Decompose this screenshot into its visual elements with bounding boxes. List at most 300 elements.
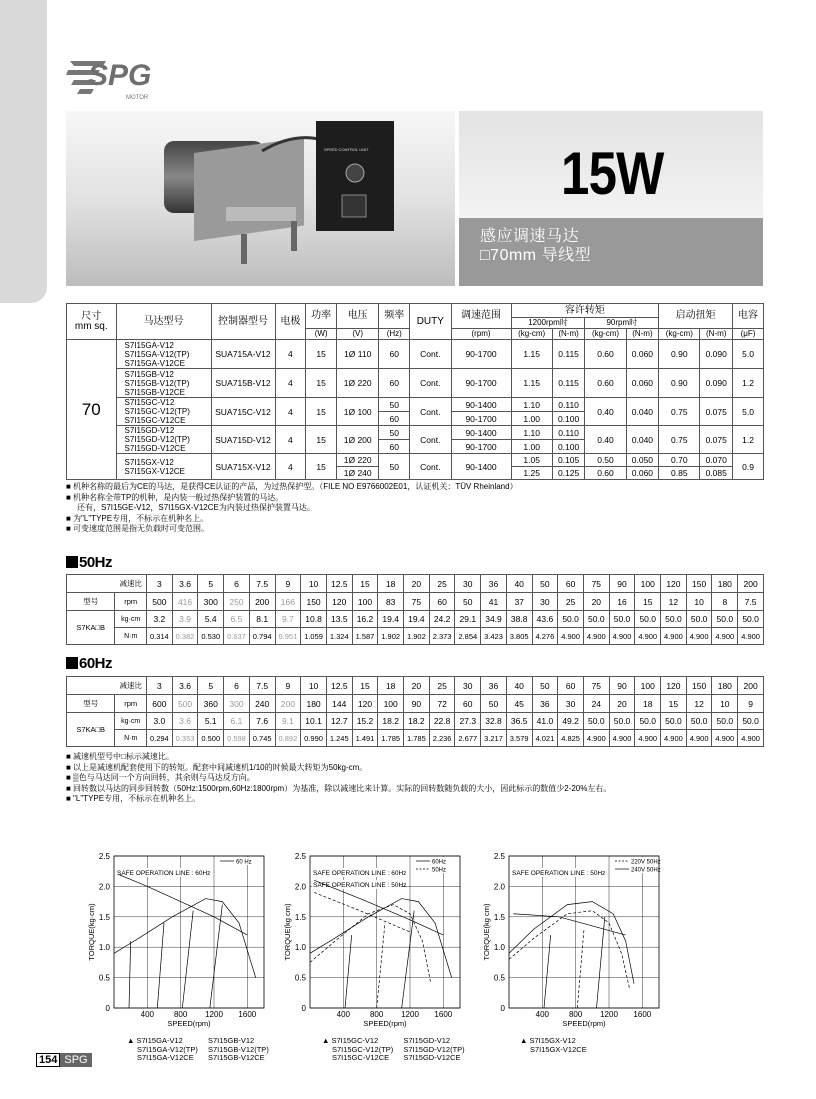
kgcm-cell: 22.8 — [429, 713, 455, 730]
x-tick-label: 400 — [535, 1010, 550, 1019]
kgcm-cell: 6.1 — [224, 713, 250, 730]
ratio-cell: 10 — [301, 677, 327, 695]
kgcm-cell: 19.4 — [404, 611, 430, 628]
ratio-cell: 40 — [506, 677, 532, 695]
nm-cell: 1.902 — [404, 628, 430, 645]
ratio-cell: 180 — [712, 575, 738, 593]
table-row: S7I15GB-V12 S7I15GB-V12(TP) S7I15GB-V12CE SUA715B-V12 4 15 1Ø 220 60 Cont. 90-1700 1.15 0.115 0.60 0.060 0.90 0.090 1.2 — [67, 369, 764, 398]
kgcm-cell: 50.0 — [686, 611, 712, 628]
rpm-cell: 15 — [635, 593, 661, 611]
nm-cell: 4.900 — [583, 628, 609, 645]
y-tick-label: 0 — [500, 1004, 505, 1013]
ratio-cell: 60 — [558, 575, 584, 593]
kgcm-cell: 19.4 — [378, 611, 404, 628]
y-tick-label: 2.0 — [493, 882, 505, 892]
ratio-cell: 120 — [661, 575, 687, 593]
rpm-cell: 10 — [686, 593, 712, 611]
nm-cell: 0.951 — [275, 628, 301, 645]
x-tick-label: 1200 — [205, 1010, 223, 1019]
kgcm-cell: 50.0 — [635, 713, 661, 730]
rpm-cell: 20 — [583, 593, 609, 611]
kgcm-cell: 10.8 — [301, 611, 327, 628]
x-tick-label: 800 — [173, 1010, 188, 1019]
nm-cell: 1.059 — [301, 628, 327, 645]
ratio-cell: 150 — [686, 677, 712, 695]
kgcm-cell: 50.0 — [686, 713, 712, 730]
legend-label: 220V 50Hz — [631, 859, 661, 866]
nm-cell: 0.530 — [198, 628, 224, 645]
ratio-header: 减速比 — [67, 575, 147, 593]
rpm-cell: 150 — [301, 593, 327, 611]
kgcm-cell: 43.6 — [532, 611, 558, 628]
ratio-cell: 36 — [481, 575, 507, 593]
kgcm-cell: 24.2 — [429, 611, 455, 628]
col-power: 功率 — [306, 304, 337, 329]
rpm-cell: 360 — [198, 695, 224, 713]
load-curve — [377, 923, 385, 1008]
kgcm-cell: 50.0 — [609, 713, 635, 730]
ratio-cell: 50 — [532, 677, 558, 695]
nm-cell: 4.900 — [635, 628, 661, 645]
rpm-cell: 200 — [249, 593, 275, 611]
rpm-cell: 30 — [558, 695, 584, 713]
rpm-cell: 90 — [404, 695, 430, 713]
torque-curve-240v — [509, 902, 634, 984]
kgcm-cell: 8.1 — [249, 611, 275, 628]
nm-cell: 3.217 — [481, 730, 507, 747]
table-row: 60 90-1700 1.00 0.100 — [67, 412, 764, 426]
gear-table-60hz: 减速比 3 3.6 5 6 7.5 9 10 12.5 15 18 20 25 30 36 40 50 60 75 90 100 120 150 180 200 型号 rpm 600 500 360 300 240 200 180 144 120 100 90 72 60 50 45 36 30 24 20 18 15 12 10 9 S7KA□B kg·cm 3.0 3.6 5.1 6.1 7.6 9.1 10.1 12.7 15.2 18.2 18.2 22.8 27.3 32.8 36.5 41.0 49.2 50.0 50.0 50.0 50.0 50.0 50.0 50.0 N·m 0.294 0.353 0.500 0.598 0.745 0.892 0.990 1.245 1.491 1.785 1.785 2.236 2.677 3.217 3.579 4.021 4.825 4.900 4.900 4.900 4.900 4.900 4.900 4.900 — [66, 676, 764, 747]
rpm-cell: 50 — [481, 695, 507, 713]
rpm-cell: 30 — [532, 593, 558, 611]
y-tick-label: 2.0 — [98, 882, 110, 892]
safe-line-50hz — [314, 892, 410, 932]
nm-cell: 0.294 — [147, 730, 173, 747]
torque-curve — [114, 899, 256, 978]
safe-operation-label: SAFE OPERATION LINE : 60Hz — [313, 870, 407, 877]
col-1200: 1200rpm时 — [511, 318, 585, 329]
col-start: 启动扭矩 — [659, 304, 733, 329]
nm-cell: 2.677 — [455, 730, 481, 747]
x-tick-label: 1600 — [238, 1010, 257, 1019]
spec-table: 尺寸 mm sq. 马达型号 控制器型号 电极 功率 电压 频率 DUTY 调速范围 容许转矩 启动扭矩 电容 1200rpm时 90rpm时 (W) (V) (Hz) (rpm) (kg-cm) (N-m) (kg-cm) (N-m) (kg-cm) (N-m) (μF) 70 S7I15GA-V12 S7I15GA-V12(TP) S7I15GA-V12CE SUA715A-V12 4 15 1Ø 110 60 Cont. 90-1700 1.15 0.115 0.60 0.060 0.90 0.090 5.0 S7I15GB-V12 S7I15GB-V12(TP) S7I15GB-V12CE SUA715B-V12 4 15 1Ø 220 60 Cont. 90-1700 1.15 0.115 0.60 0.060 0.90 0.090 1.2 S7I15GC-V12 S7I15GC-V12(TP) S7I15GC-V12CE SUA715C-V12 4 15 1Ø 100 50 Cont. 90-1400 1.10 0.110 0.40 0.040 0.75 0.075 5.0 60 90-1700 1.00 0.100 S7I15GD-V12 S7I15GD-V12(TP) S7I15GD-V12CE SUA715D-V12 4 15 1Ø 200 50 Cont. 90-1400 1.10 0.110 0.40 0.040 0.75 0.075 1.2 60 90-1700 1.00 0.100 S7I15GX-V12 S7I15GX-V12CE SUA715X-V12 4 15 1Ø 220 50 Cont. 90-1400 1.05 0.105 0.50 0.050 0.70 0.070 0.9 1Ø 240 1.25 0.125 0.60 0.060 0.85 0.085 — [66, 303, 764, 480]
y-tick-label: 1.0 — [493, 943, 505, 953]
gear-table-50hz: 减速比 3 3.6 5 6 7.5 9 10 12.5 15 18 20 25 30 36 40 50 60 75 90 100 120 150 180 200 型号 rpm 500 416 300 250 200 166 150 120 100 83 75 60 50 41 37 30 25 20 16 15 12 10 8 7.5 S7KA□B kg·cm 3.2 3.9 5.4 6.5 8.1 9.7 10.8 13.5 16.2 19.4 19.4 24.2 29.1 34.9 38.8 43.6 50.0 50.0 50.0 50.0 50.0 50.0 50.0 50.0 N·m 0.314 0.382 0.530 0.637 0.794 0.951 1.059 1.324 1.587 1.902 1.902 2.373 2.854 3.423 3.805 4.276 4.900 4.900 4.900 4.900 4.900 4.900 4.900 4.900 — [66, 574, 764, 645]
y-axis-label: TORQUE(kg cm) — [283, 903, 292, 961]
nm-cell: 1.324 — [326, 628, 352, 645]
ratio-cell: 30 — [455, 677, 481, 695]
kgcm-cell: 6.5 — [224, 611, 250, 628]
nm-cell: 1.587 — [352, 628, 378, 645]
rpm-cell: 16 — [609, 593, 635, 611]
chart1-models: ▲ S7I15GA-V12 S7I15GA-V12(TP) S7I15GA-V12CE S7I15GB-V12 S7I15GB-V12(TP) S7I15GB-V12CE — [127, 1036, 269, 1062]
ratio-cell: 3 — [147, 575, 173, 593]
nm-cell: 1.902 — [378, 628, 404, 645]
y-tick-label: 1.0 — [294, 943, 306, 953]
heading-60hz: 60Hz — [66, 655, 112, 672]
kgcm-cell: 36.5 — [506, 713, 532, 730]
kgcm-cell: 50.0 — [609, 611, 635, 628]
nm-cell: 0.598 — [224, 730, 250, 747]
y-tick-label: 0.5 — [294, 973, 306, 983]
page-number: 154 SPG — [36, 1053, 92, 1067]
kgcm-cell: 50.0 — [738, 611, 764, 628]
x-tick-label: 400 — [336, 1010, 351, 1019]
ratio-cell: 18 — [378, 677, 404, 695]
y-tick-label: 2.5 — [493, 852, 505, 861]
ratio-cell: 75 — [583, 575, 609, 593]
ratio-cell: 150 — [686, 575, 712, 593]
kgcm-cell: 29.1 — [455, 611, 481, 628]
kgcm-cell: 10.1 — [301, 713, 327, 730]
rpm-cell: 180 — [301, 695, 327, 713]
ratio-cell: 36 — [481, 677, 507, 695]
rpm-cell: 10 — [712, 695, 738, 713]
nm-cell: 4.900 — [558, 628, 584, 645]
load-curve — [157, 923, 164, 1008]
size-value: 70 — [67, 340, 117, 480]
rpm-cell: 120 — [352, 695, 378, 713]
rpm-cell: 24 — [583, 695, 609, 713]
ratio-cell: 20 — [404, 575, 430, 593]
nm-cell: 4.900 — [738, 628, 764, 645]
nm-cell: 4.900 — [712, 628, 738, 645]
nm-cell: 4.900 — [609, 628, 635, 645]
notes-gear: ■ 减速机型号中□标示减速比。 ■ 以上是减速机配套使用下的转矩。配套中间减速机1/10的时候最大转矩为50kg-cm。 ■ ▒色与马达同一个方向回转，其余则与马达反方向。 ■ 回转数以马达的同步回转数（50Hz:1500rpm,60Hz:1800rpm）为基准，除以减速比来计算。实际的回转数随负载的大小，因此标示的数值少2-20%左右。 ■ "L"TYPE专用，不标示在机种名上。 — [66, 752, 612, 803]
kgcm-cell: 16.2 — [352, 611, 378, 628]
rpm-cell: 12 — [686, 695, 712, 713]
kgcm-cell: 50.0 — [661, 713, 687, 730]
rpm-cell: 144 — [326, 695, 352, 713]
load-curve — [577, 929, 584, 1008]
table-row: S7I15GX-V12 S7I15GX-V12CE SUA715X-V12 4 15 1Ø 220 50 Cont. 90-1400 1.05 0.105 0.50 0.050 0.70 0.070 0.9 — [67, 454, 764, 467]
kgcm-cell: 49.2 — [558, 713, 584, 730]
ratio-cell: 25 — [429, 677, 455, 695]
nm-cell: 2.373 — [429, 628, 455, 645]
logo-subtext: MOTOR — [126, 95, 149, 101]
kgcm-cell: 50.0 — [661, 611, 687, 628]
nm-cell: 3.579 — [506, 730, 532, 747]
rpm-cell: 166 — [275, 593, 301, 611]
nm-cell: 1.245 — [326, 730, 352, 747]
ratio-cell: 7.5 — [249, 575, 275, 593]
chart2-models: ▲ S7I15GC-V12 S7I15GC-V12(TP) S7I15GC-V12CE S7I15GD-V12 S7I15GD-V12(TP) S7I15GD-V12CE — [322, 1036, 465, 1062]
y-tick-label: 1.5 — [294, 912, 306, 922]
load-curve — [402, 911, 415, 1008]
legend-label: 240V 50Hz — [631, 867, 661, 874]
nm-cell: 1.785 — [378, 730, 404, 747]
legend-label: 60Hz — [432, 859, 447, 866]
load-curve — [182, 911, 193, 1008]
kgcm-cell: 50.0 — [738, 713, 764, 730]
heading-50hz: 50Hz — [66, 554, 112, 571]
rpm-cell: 100 — [352, 593, 378, 611]
y-tick-label: 0.5 — [493, 973, 505, 983]
kgcm-cell: 41.0 — [532, 713, 558, 730]
nm-cell: 0.314 — [147, 628, 173, 645]
ratio-cell: 9 — [275, 575, 301, 593]
legend-label: 50Hz — [432, 867, 447, 874]
nm-cell: 0.500 — [198, 730, 224, 747]
rpm-cell: 41 — [481, 593, 507, 611]
rpm-cell: 416 — [172, 593, 198, 611]
kgcm-cell: 32.8 — [481, 713, 507, 730]
kgcm-cell: 50.0 — [712, 713, 738, 730]
torque-chart-1 — [82, 848, 272, 1033]
ratio-cell: 20 — [404, 677, 430, 695]
ratio-cell: 3 — [147, 677, 173, 695]
rpm-cell: 36 — [532, 695, 558, 713]
rpm-cell: 20 — [609, 695, 635, 713]
load-curve — [544, 935, 551, 1008]
rpm-cell: 8 — [712, 593, 738, 611]
ratio-cell: 180 — [712, 677, 738, 695]
x-tick-label: 1600 — [434, 1010, 453, 1019]
rpm-cell: 200 — [275, 695, 301, 713]
kgcm-cell: 3.9 — [172, 611, 198, 628]
x-axis-label: SPEED(rpm) — [167, 1019, 211, 1028]
rpm-cell: 18 — [635, 695, 661, 713]
model-header: 型号 — [67, 695, 115, 713]
kgcm-cell: 9.7 — [275, 611, 301, 628]
col-allow: 容许转矩 — [511, 304, 659, 318]
col-poles: 电极 — [275, 304, 306, 340]
rpm-cell: 25 — [558, 593, 584, 611]
table-row: 1Ø 240 1.25 0.125 0.60 0.060 0.85 0.085 — [67, 467, 764, 480]
model-header: 型号 — [67, 593, 115, 611]
y-tick-label: 0.5 — [98, 973, 110, 983]
ratio-cell: 100 — [635, 575, 661, 593]
rpm-cell: 15 — [661, 695, 687, 713]
x-axis-label: SPEED(rpm) — [562, 1019, 606, 1028]
nm-cell: 4.900 — [712, 730, 738, 747]
y-tick-label: 2.0 — [294, 882, 306, 892]
x-tick-label: 1200 — [600, 1010, 618, 1019]
rpm-cell: 72 — [429, 695, 455, 713]
y-tick-label: 1.5 — [98, 912, 110, 922]
kgcm-cell: 15.2 — [352, 713, 378, 730]
kgcm-cell: 50.0 — [712, 611, 738, 628]
nm-cell: 0.637 — [224, 628, 250, 645]
y-tick-label: 1.5 — [493, 912, 505, 922]
table-row: S7I15GC-V12 S7I15GC-V12(TP) S7I15GC-V12CE SUA715C-V12 4 15 1Ø 100 50 Cont. 90-1400 1.10 0.110 0.40 0.040 0.75 0.075 5.0 — [67, 398, 764, 412]
ratio-cell: 25 — [429, 575, 455, 593]
kgcm-cell: 50.0 — [583, 713, 609, 730]
rpm-cell: 83 — [378, 593, 404, 611]
rpm-cell: 250 — [224, 593, 250, 611]
kgcm-cell: 18.2 — [378, 713, 404, 730]
table-row: 70 S7I15GA-V12 S7I15GA-V12(TP) S7I15GA-V12CE SUA715A-V12 4 15 1Ø 110 60 Cont. 90-1700 1.15 0.115 0.60 0.060 0.90 0.090 5.0 — [67, 340, 764, 369]
kgcm-cell: 3.2 — [147, 611, 173, 628]
ratio-cell: 60 — [558, 677, 584, 695]
col-range: 调速范围 — [451, 304, 511, 329]
ratio-cell: 5 — [198, 677, 224, 695]
y-tick-label: 0 — [105, 1004, 110, 1013]
product-photo — [66, 111, 455, 286]
torque-chart-2 — [278, 848, 468, 1033]
nm-cell: 0.794 — [249, 628, 275, 645]
col-size: 尺寸 mm sq. — [67, 304, 117, 340]
nm-cell: 4.825 — [558, 730, 584, 747]
x-axis-label: SPEED(rpm) — [363, 1019, 407, 1028]
side-tab — [0, 0, 47, 303]
subtitle-line1: 感应调速马达 — [480, 228, 580, 245]
ratio-cell: 7.5 — [249, 677, 275, 695]
kgcm-cell: 27.3 — [455, 713, 481, 730]
ratio-cell: 200 — [738, 575, 764, 593]
x-tick-label: 1600 — [633, 1010, 652, 1019]
kgcm-cell: 50.0 — [583, 611, 609, 628]
ratio-cell: 5 — [198, 575, 224, 593]
notes-motor: ■ 机种名称的最后为CE的马达，是获得CE认证的产品，为过热保护型。（FILE NO E9766002E01，认证机关：TÜV Rheinland） ■ 机种名称全带TP的机种，是内装一般过热保护装置的马达。 还有，S7I15GE-V12，S7I15GX-V12CE为内装过热保护装置马达。 ■ 为"L"TYPE专用，不标示在机种名上。 ■ 可变速度范围是指无负载时可变范围。 — [66, 482, 518, 533]
legend-label: 60 Hz — [236, 859, 252, 866]
chart3-models: ▲ S7I15GX-V12 S7I15GX-V12CE — [520, 1036, 587, 1054]
ratio-cell: 120 — [661, 677, 687, 695]
subtitle-line2: □70mm 导线型 — [480, 247, 592, 264]
rpm-cell: 37 — [506, 593, 532, 611]
kgcm-cell: 38.8 — [506, 611, 532, 628]
y-tick-label: 2.5 — [98, 852, 110, 861]
ratio-cell: 40 — [506, 575, 532, 593]
kgcm-cell: 5.1 — [198, 713, 224, 730]
rpm-cell: 60 — [455, 695, 481, 713]
nm-cell: 1.491 — [352, 730, 378, 747]
power-title: 15W — [560, 140, 663, 207]
x-tick-label: 800 — [568, 1010, 583, 1019]
ratio-header: 减速比 — [67, 677, 147, 695]
ratio-cell: 15 — [352, 677, 378, 695]
nm-cell: 4.900 — [609, 730, 635, 747]
nm-cell: 0.382 — [172, 628, 198, 645]
torque-curve-220v — [509, 911, 630, 990]
rpm-cell: 240 — [249, 695, 275, 713]
rpm-cell: 45 — [506, 695, 532, 713]
nm-cell: 1.785 — [404, 730, 430, 747]
subtitle-box — [459, 218, 763, 286]
gear-model: S7KA□B — [67, 611, 115, 645]
kgcm-cell: 5.4 — [198, 611, 224, 628]
ratio-cell: 30 — [455, 575, 481, 593]
rpm-cell: 60 — [429, 593, 455, 611]
svg-text:SPEED CONTROL UNIT: SPEED CONTROL UNIT — [324, 147, 369, 152]
col-duty: DUTY — [410, 304, 451, 340]
logo-text: SPG — [88, 59, 152, 92]
col-cap: 电容 — [733, 304, 764, 329]
ratio-cell: 3.6 — [172, 677, 198, 695]
nm-cell: 4.900 — [686, 730, 712, 747]
rpm-cell: 500 — [172, 695, 198, 713]
ratio-cell: 6 — [224, 677, 250, 695]
torque-chart-3 — [477, 848, 667, 1033]
x-tick-label: 800 — [369, 1010, 384, 1019]
kgcm-cell: 50.0 — [558, 611, 584, 628]
col-ctrl: 控制器型号 — [211, 304, 275, 340]
x-tick-label: 400 — [140, 1010, 155, 1019]
nm-cell: 0.353 — [172, 730, 198, 747]
safe-line — [118, 874, 247, 935]
rpm-cell: 75 — [404, 593, 430, 611]
nm-cell: 3.805 — [506, 628, 532, 645]
table-row: S7I15GD-V12 S7I15GD-V12(TP) S7I15GD-V12CE SUA715D-V12 4 15 1Ø 200 50 Cont. 90-1400 1.10 0.110 0.40 0.040 0.75 0.075 1.2 — [67, 426, 764, 440]
x-tick-label: 1200 — [401, 1010, 419, 1019]
nm-cell: 3.423 — [481, 628, 507, 645]
nm-cell: 4.900 — [661, 730, 687, 747]
nm-cell: 4.900 — [583, 730, 609, 747]
nm-cell: 0.892 — [275, 730, 301, 747]
ratio-cell: 12.5 — [326, 677, 352, 695]
safe-operation-label: SAFE OPERATION LINE : 60Hz — [117, 870, 211, 877]
kgcm-cell: 13.5 — [326, 611, 352, 628]
gear-model: S7KA□B — [67, 713, 115, 747]
ratio-cell: 50 — [532, 575, 558, 593]
ratio-cell: 9 — [275, 677, 301, 695]
col-90: 90rpm时 — [585, 318, 659, 329]
rpm-cell: 9 — [738, 695, 764, 713]
safe-operation-label: SAFE OPERATION LINE : 50Hz — [512, 870, 606, 877]
nm-cell: 4.900 — [661, 628, 687, 645]
y-tick-label: 2.5 — [294, 852, 306, 861]
load-curve — [129, 941, 131, 1008]
ratio-cell: 90 — [609, 575, 635, 593]
kgcm-cell: 3.6 — [172, 713, 198, 730]
kgcm-cell: 9.1 — [275, 713, 301, 730]
rpm-cell: 300 — [224, 695, 250, 713]
nm-cell: 4.021 — [532, 730, 558, 747]
rpm-cell: 600 — [147, 695, 173, 713]
load-curve — [345, 935, 352, 1008]
col-freq: 频率 — [379, 304, 410, 329]
nm-cell: 4.900 — [686, 628, 712, 645]
ratio-cell: 100 — [635, 677, 661, 695]
motor-image — [164, 138, 326, 264]
rpm-cell: 12 — [661, 593, 687, 611]
nm-cell: 2.236 — [429, 730, 455, 747]
kgcm-cell: 18.2 — [404, 713, 430, 730]
table-row: 60 90-1700 1.00 0.100 — [67, 440, 764, 454]
col-voltage: 电压 — [337, 304, 379, 329]
safe-operation-label: SAFE OPERATION LINE : 50Hz — [313, 882, 407, 889]
title-box — [459, 111, 763, 218]
ratio-cell: 10 — [301, 575, 327, 593]
kgcm-cell: 34.9 — [481, 611, 507, 628]
nm-cell: 4.900 — [635, 730, 661, 747]
col-model: 马达型号 — [116, 304, 211, 340]
rpm-cell: 500 — [147, 593, 173, 611]
y-axis-label: TORQUE(kg·cm) — [87, 903, 96, 961]
nm-cell: 2.854 — [455, 628, 481, 645]
kgcm-cell: 3.0 — [147, 713, 173, 730]
kgcm-cell: 12.7 — [326, 713, 352, 730]
y-axis-label: TORQUE(kg cm) — [482, 903, 491, 961]
y-tick-label: 0 — [301, 1004, 306, 1013]
load-curve — [210, 905, 222, 1008]
torque-curve-50hz — [310, 905, 431, 984]
kgcm-cell: 50.0 — [635, 611, 661, 628]
ratio-cell: 12.5 — [326, 575, 352, 593]
ratio-cell: 3.6 — [172, 575, 198, 593]
controller-image — [316, 121, 394, 231]
ratio-cell: 6 — [224, 575, 250, 593]
load-curve — [597, 917, 605, 1008]
rpm-cell: 300 — [198, 593, 224, 611]
spg-logo — [66, 55, 170, 101]
ratio-cell: 90 — [609, 677, 635, 695]
ratio-cell: 200 — [738, 677, 764, 695]
rpm-cell: 7.5 — [738, 593, 764, 611]
nm-cell: 0.990 — [301, 730, 327, 747]
kgcm-cell: 7.6 — [249, 713, 275, 730]
rpm-cell: 100 — [378, 695, 404, 713]
